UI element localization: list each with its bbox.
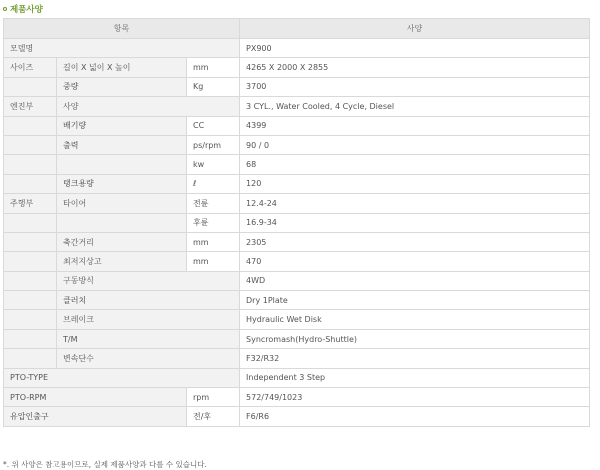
row-unit: mm bbox=[187, 58, 240, 77]
row-value: 4399 bbox=[240, 116, 590, 135]
header-spec: 사양 bbox=[240, 19, 590, 39]
row-category-empty bbox=[4, 252, 57, 271]
row-category-empty bbox=[4, 116, 57, 135]
row-unit: Kg bbox=[187, 77, 240, 96]
table-row bbox=[4, 194, 590, 213]
table-row bbox=[4, 116, 590, 135]
table-row bbox=[4, 155, 590, 174]
row-value: 4WD bbox=[240, 271, 590, 290]
section-title-text: 제품사양 bbox=[10, 5, 43, 15]
table-row bbox=[4, 291, 590, 310]
table-row bbox=[4, 368, 590, 387]
table-row bbox=[4, 329, 590, 348]
row-label: 브레이크 bbox=[57, 310, 240, 329]
table-row bbox=[4, 232, 590, 251]
row-value: Dry 1Plate bbox=[240, 291, 590, 310]
table-row bbox=[4, 39, 590, 58]
row-label: 타이어 bbox=[57, 194, 187, 213]
row-label: 축간거리 bbox=[57, 232, 187, 251]
row-label: PTO-RPM bbox=[4, 388, 187, 407]
footnote: *. 위 사양은 참고용이므로, 실제 제품사양과 다를 수 있습니다. bbox=[3, 460, 207, 469]
row-value: 120 bbox=[240, 174, 590, 193]
row-category-empty bbox=[4, 310, 57, 329]
row-value: Independent 3 Step bbox=[240, 368, 590, 387]
row-label: 유압인출구 bbox=[4, 407, 187, 426]
header-item: 항목 bbox=[4, 19, 240, 39]
row-label: 탱크용량 bbox=[57, 174, 187, 193]
circle-bullet-icon bbox=[3, 7, 7, 11]
row-value: F32/R32 bbox=[240, 349, 590, 368]
row-value: 12.4-24 bbox=[240, 194, 590, 213]
row-value: F6/R6 bbox=[240, 407, 590, 426]
table-row bbox=[4, 77, 590, 96]
row-value: 2305 bbox=[240, 232, 590, 251]
spec-table bbox=[3, 18, 590, 427]
row-value: 470 bbox=[240, 252, 590, 271]
row-label: 배기량 bbox=[57, 116, 187, 135]
row-unit: ℓ bbox=[187, 174, 240, 193]
table-row bbox=[4, 252, 590, 271]
row-label: 출력 bbox=[57, 135, 187, 154]
row-label: 중량 bbox=[57, 77, 187, 96]
row-label: 구동방식 bbox=[57, 271, 240, 290]
table-row bbox=[4, 407, 590, 426]
table-header-row bbox=[4, 19, 590, 39]
row-value: 572/749/1023 bbox=[240, 388, 590, 407]
table-row bbox=[4, 174, 590, 193]
row-category: 사이즈 bbox=[4, 58, 57, 77]
row-label: 모델명 bbox=[4, 39, 240, 58]
row-category-empty bbox=[4, 232, 57, 251]
row-label: 변속단수 bbox=[57, 349, 240, 368]
row-label-empty bbox=[57, 155, 187, 174]
row-value: 90 / 0 bbox=[240, 135, 590, 154]
row-label: PTO-TYPE bbox=[4, 368, 240, 387]
row-value: Hydraulic Wet Disk bbox=[240, 310, 590, 329]
table-row bbox=[4, 135, 590, 154]
row-unit: CC bbox=[187, 116, 240, 135]
table-row bbox=[4, 349, 590, 368]
table-row bbox=[4, 310, 590, 329]
row-category-empty bbox=[4, 271, 57, 290]
row-unit: 전륜 bbox=[187, 194, 240, 213]
row-label: 길이 X 넓이 X 높이 bbox=[57, 58, 187, 77]
row-value: 16.9-34 bbox=[240, 213, 590, 232]
row-unit: mm bbox=[187, 252, 240, 271]
row-category-empty bbox=[4, 291, 57, 310]
section-title bbox=[3, 3, 43, 15]
row-category: 엔진부 bbox=[4, 97, 57, 116]
row-category-empty bbox=[4, 77, 57, 96]
row-unit: kw bbox=[187, 155, 240, 174]
row-label-empty bbox=[57, 213, 187, 232]
row-label: T/M bbox=[57, 329, 240, 348]
row-value: 3 CYL., Water Cooled, 4 Cycle, Diesel bbox=[240, 97, 590, 116]
table-row bbox=[4, 388, 590, 407]
table-row bbox=[4, 271, 590, 290]
row-label: 클러치 bbox=[57, 291, 240, 310]
row-unit: 후륜 bbox=[187, 213, 240, 232]
table-row bbox=[4, 58, 590, 77]
row-value: Syncromash(Hydro-Shuttle) bbox=[240, 329, 590, 348]
table-row bbox=[4, 213, 590, 232]
row-unit: rpm bbox=[187, 388, 240, 407]
row-label: 사양 bbox=[57, 97, 240, 116]
row-category-empty bbox=[4, 213, 57, 232]
row-category-empty bbox=[4, 174, 57, 193]
row-category: 주행부 bbox=[4, 194, 57, 213]
row-value: PX900 bbox=[240, 39, 590, 58]
row-unit: mm bbox=[187, 232, 240, 251]
table-row bbox=[4, 97, 590, 116]
row-value: 3700 bbox=[240, 77, 590, 96]
row-unit: ps/rpm bbox=[187, 135, 240, 154]
row-category-empty bbox=[4, 155, 57, 174]
row-value: 68 bbox=[240, 155, 590, 174]
row-value: 4265 X 2000 X 2855 bbox=[240, 58, 590, 77]
row-category-empty bbox=[4, 135, 57, 154]
row-label: 최저지상고 bbox=[57, 252, 187, 271]
row-category-empty bbox=[4, 329, 57, 348]
row-unit: 전/후 bbox=[187, 407, 240, 426]
row-category-empty bbox=[4, 349, 57, 368]
